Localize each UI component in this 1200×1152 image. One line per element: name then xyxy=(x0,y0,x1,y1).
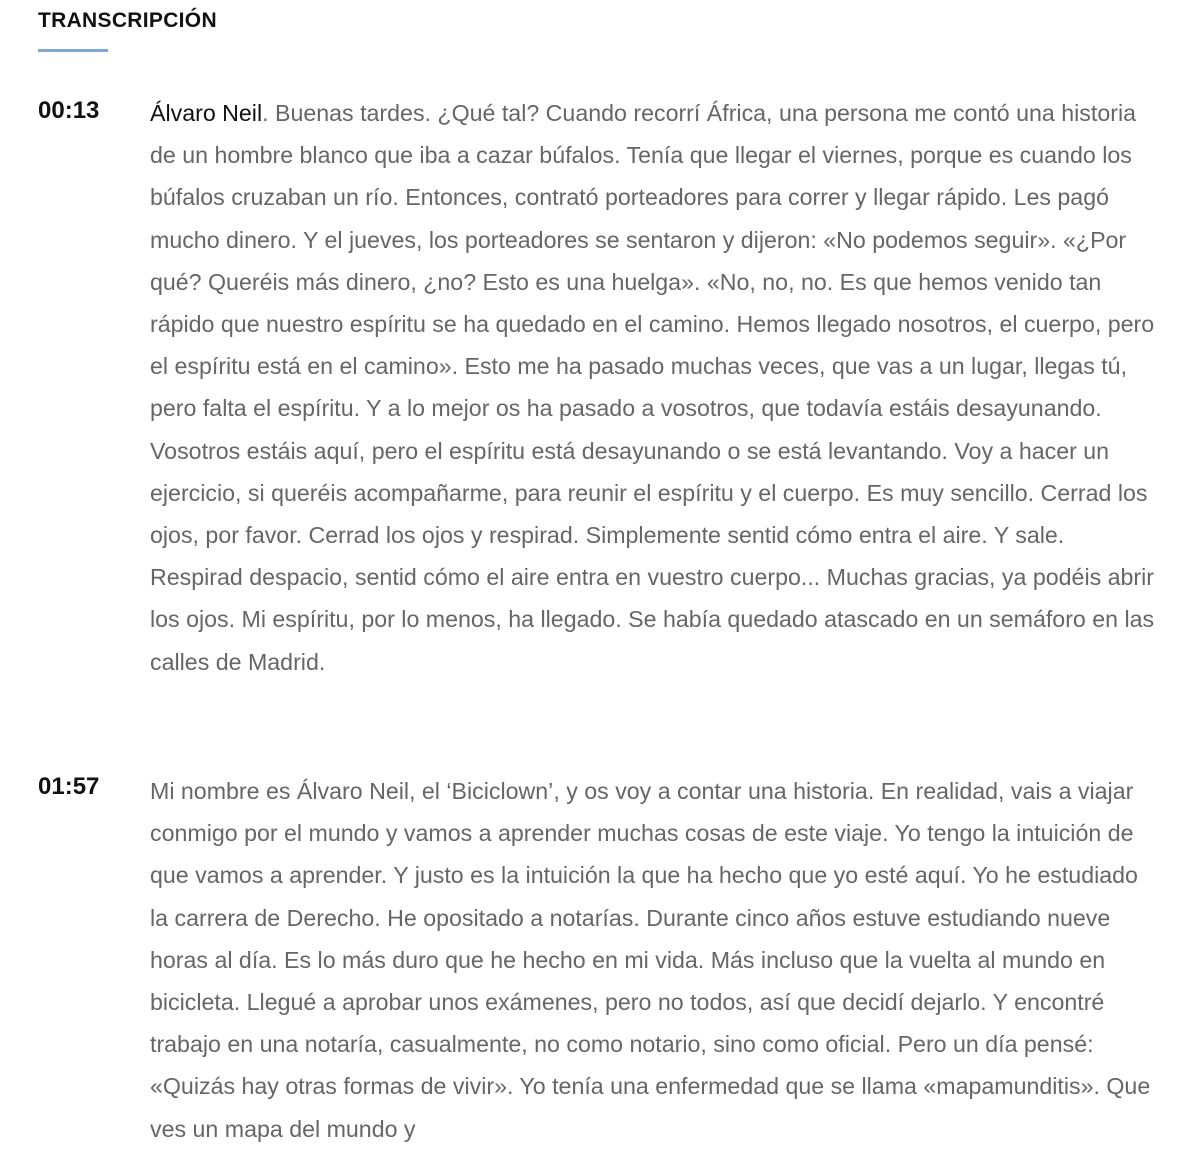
segment-timestamp[interactable]: 01:57 xyxy=(38,773,100,800)
transcript-header xyxy=(38,6,217,52)
title-underline xyxy=(38,49,108,52)
segment-timestamp[interactable]: 00:13 xyxy=(38,97,100,124)
segment-text xyxy=(150,770,1160,1150)
speaker-name: Álvaro Neil xyxy=(150,100,263,126)
segment-body: . Buenas tardes. ¿Qué tal? Cuando recorrí África, una persona me contó una historia de un hombre blanco que iba a cazar búfalos. Tenía que llegar el viernes, porque es cuando los búfalos cruzaban un río. Entonces, contrató porteadores para correr y llegar rápido. Les pagó mucho dinero. Y el jueves, los porteadores se sentaron y dijeron: «No podemos seguir». «¿Por qué? Queréis más dinero, ¿no? Esto es una huelga». «No, no, no. Es que hemos venido tan rápido que nuestro espíritu se ha quedado en el camino. Hemos llegado nosotros, el cuerpo, pero el espíritu está en el camino». Esto me ha pasado muchas veces, que vas a un lugar, llegas tú, pero falta el espíritu. Y a lo mejor os ha pasado a vosotros, que todavía estáis desayunando. Vosotros estáis aquí, pero el espíritu está desayunando o se está levantando. Voy a hacer un ejercicio, si queréis acompañarme, para reunir el espíritu y el cuerpo. Es muy sencillo. Cerrad los ojos, por favor. Cerrad los ojos y respirad. Simplemente sentid cómo entra el aire. Y sale. Respirad despacio, sentid cómo el aire entra en vuestro cuerpo... Muchas gracias, ya podéis abrir los ojos. Mi espíritu, por lo menos, ha llegado. Se había quedado atascado en un semáforo en las calles de Madrid. xyxy=(150,100,1155,675)
segment-body: Mi nombre es Álvaro Neil, el ‘Biciclown’, y os voy a contar una historia. En realidad, vais a viajar conmigo por el mundo y vamos a aprender muchas cosas de este viaje. Yo tengo la intuición de que vamos a aprender. Y justo es la intuición la que ha hecho que yo esté aquí. Yo he estudiado la carrera de Derecho. He opositado a notarías. Durante cinco años estuve estudiando nueve horas al día. Es lo más duro que he hecho en mi vida. Más incluso que la vuelta al mundo en bicicleta. Llegué a aprobar unos exámenes, pero no todos, así que decidí dejarlo. Y encontré trabajo en una notaría, casualmente, no como notario, sino como oficial. Pero un día pensé: «Quizás hay otras formas de vivir». Yo tenía una enfermedad que se llama «mapamunditis». Que ves un mapa del mundo y xyxy=(150,778,1151,1142)
transcript-title: TRANSCRIPCIÓN xyxy=(38,9,217,32)
segment-text xyxy=(150,92,1160,683)
